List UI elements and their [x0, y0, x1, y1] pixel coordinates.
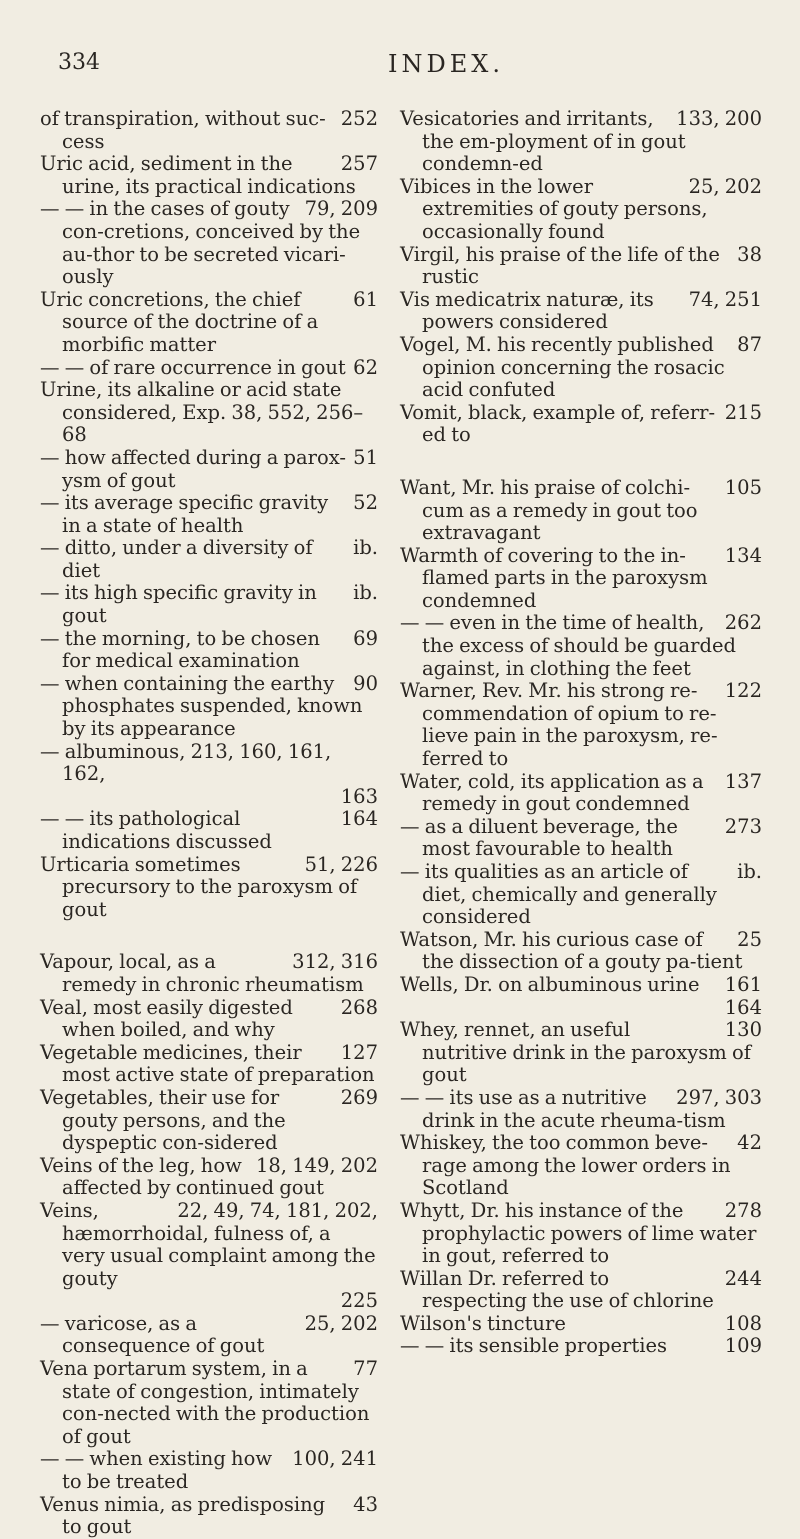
index-entry — [400, 334, 762, 402]
entry-text: — its qualities as an article of diet, chemically and generally considered — [400, 860, 717, 929]
entry-text: Vibices in the lower extremities of gouty persons, occasionally found — [400, 174, 708, 243]
entry-page-ref: ib. — [737, 860, 762, 883]
index-entry — [40, 1087, 378, 1155]
entry-page-ref: 134 — [724, 543, 762, 567]
entry-text: — — its pathological indications discussed — [40, 807, 272, 853]
index-entry — [400, 289, 762, 334]
entry-text: Vesicatories and irritants, the em-ployment of in gout condemn-ed — [400, 107, 686, 176]
index-entry — [400, 1200, 762, 1268]
entry-page-ref: 137 — [724, 769, 762, 793]
entry-page-ref: 100, 241 — [292, 1447, 378, 1471]
left-column — [40, 108, 378, 1539]
entry-text: Willan Dr. referred to respecting the use of chlorine — [400, 1266, 714, 1313]
entry-text: Vegetables, their use for gouty persons, and the dyspeptic con-sidered — [40, 1085, 286, 1155]
entry-page-ref: 74, 251 — [688, 287, 762, 311]
entry-page-ref: 269 — [340, 1085, 378, 1109]
entry-page-ref: 25, 202 — [304, 1311, 378, 1335]
entry-page-ref: 164 — [340, 807, 378, 831]
entry-text: Uric concretions, the chief source of the doctrine of a morbific matter — [40, 287, 319, 356]
entry-page-ref: 25, 202 — [688, 174, 762, 198]
index-entry — [400, 1132, 762, 1200]
entry-page-ref: 109 — [724, 1334, 762, 1358]
index-entry — [40, 289, 378, 357]
index-entry — [400, 929, 762, 974]
index-entry — [400, 816, 762, 861]
entry-page-ref: 127 — [340, 1040, 378, 1064]
entry-page-ref: 108 — [724, 1311, 762, 1335]
entry-text: — its average specific gravity in a state of health — [40, 491, 329, 537]
entry-text: Virgil, his praise of the life of the rustic — [400, 242, 720, 289]
entry-text: of transpiration, without suc-cess — [40, 107, 326, 153]
entry-page-ref: 273 — [724, 814, 762, 838]
entry-page-ref: 18, 149, 202 — [255, 1153, 378, 1177]
entry-page-ref: ib. — [353, 581, 378, 605]
entry-page-ref: 252 — [340, 107, 378, 130]
entry-page-ref: 77 — [353, 1357, 378, 1381]
entry-text: — the morning, to be chosen for medical examination — [40, 626, 320, 673]
entry-text: Wells, Dr. on albuminous urine — [400, 972, 700, 996]
index-entry — [400, 1087, 762, 1132]
index-entry — [40, 582, 378, 627]
entry-text: — — even in the time of health, the excess of should be guarded against, in clothing the feet — [400, 611, 736, 680]
index-entry — [40, 1358, 378, 1448]
entry-text: Veal, most easily digested when boiled, and why — [40, 995, 293, 1042]
entry-page-ref: 105 — [724, 475, 762, 499]
index-entry — [40, 951, 378, 996]
entry-page-continuation: 225 — [340, 1289, 378, 1313]
entry-page-ref: 90 — [353, 671, 378, 695]
index-entry — [40, 357, 378, 380]
index-entry — [40, 492, 378, 537]
index-entry — [40, 1448, 378, 1493]
index-entry — [40, 808, 378, 853]
index-entry — [40, 741, 378, 809]
entry-text: Urine, its alkaline or acid state considered, Exp. 38, 552, 256–68 — [40, 378, 364, 447]
entry-text: Warner, Rev. Mr. his strong re-commendation of opium to re-lieve pain in the paroxysm, re-ferred to — [400, 679, 718, 771]
entry-page-ref: 25 — [737, 927, 762, 951]
entry-page-ref: 278 — [724, 1198, 762, 1222]
entry-text: — varicose, as a consequence of gout — [40, 1311, 265, 1358]
entry-text: Wilson's tincture — [400, 1311, 566, 1335]
index-entry — [40, 1313, 378, 1358]
entry-text: — how affected during a parox-ysm of gout — [40, 445, 346, 492]
entry-page-ref: 244 — [724, 1266, 762, 1290]
entry-text: — — its sensible properties — [400, 1334, 667, 1358]
entry-text: — — when existing how to be treated — [40, 1447, 273, 1494]
entry-text: Veins of the leg, how affected by continued gout — [40, 1153, 324, 1200]
index-entry — [40, 537, 378, 582]
entry-page-ref: 52 — [353, 491, 378, 515]
index-entry — [40, 153, 378, 198]
entry-text: Vena portarum system, in a state of congestion, intimately con-nected with the production of gout — [40, 1357, 370, 1448]
index-entry — [40, 673, 378, 741]
entry-text: — albuminous, 213, 160, 161, 162, — [40, 739, 332, 786]
entry-text: Uric acid, sediment in the urine, its practical indications — [40, 152, 356, 198]
index-entry — [400, 1313, 762, 1336]
entry-page-ref: 215 — [724, 400, 762, 424]
index-entry — [400, 771, 762, 816]
running-title: INDEX. — [388, 50, 504, 78]
entry-page-ref: 62 — [353, 355, 378, 379]
index-entry — [40, 628, 378, 673]
index-entry — [400, 402, 762, 447]
entry-page-ref: 51 — [353, 445, 378, 469]
entry-page-ref: 133, 200 — [676, 107, 762, 130]
index-entry — [400, 545, 762, 613]
index-entry — [40, 997, 378, 1042]
index-entry — [400, 861, 762, 929]
entry-page-ref: 42 — [737, 1131, 762, 1155]
index-entry — [40, 108, 378, 153]
index-entry — [40, 379, 378, 447]
index-entry — [400, 176, 762, 244]
index-entry — [40, 198, 378, 288]
entry-text: Vis medicatrix naturæ, its powers considered — [400, 287, 654, 334]
entry-text: Venus nimia, as predisposing to gout — [40, 1492, 326, 1539]
entry-page-continuation: 164 — [724, 995, 762, 1019]
index-entry — [40, 1155, 378, 1200]
entry-text: — when containing the earthy phosphates suspended, known by its appearance — [40, 671, 363, 741]
entry-page-ref: 257 — [340, 152, 378, 176]
entry-page-ref: 61 — [353, 287, 378, 311]
entry-page-ref: 69 — [353, 626, 378, 650]
entry-text: Watson, Mr. his curious case of the dissection of a gouty pa-tient — [400, 927, 743, 974]
entry-page-ref: 22, 49, 74, 181, 202, — [177, 1198, 378, 1222]
index-entry — [400, 974, 762, 1019]
entry-text: — ditto, under a diversity of diet — [40, 536, 313, 582]
index-entry — [400, 612, 762, 680]
entry-page-ref: 161 — [724, 972, 762, 996]
index-entry — [40, 1494, 378, 1539]
index-entry — [40, 1200, 378, 1313]
index-entry — [400, 1268, 762, 1313]
entry-page-ref: ib. — [353, 536, 378, 560]
entry-text: — as a diluent beverage, the most favourable to health — [400, 814, 678, 861]
entry-page-ref: 79, 209 — [304, 197, 378, 221]
running-head — [58, 50, 770, 86]
index-entry — [40, 854, 378, 922]
entry-page-ref: 87 — [737, 332, 762, 356]
entry-text: — — in the cases of gouty con-cretions, conceived by the au-thor to be secreted vicari-ously — [40, 197, 361, 289]
right-column — [400, 108, 762, 1358]
entry-text: Veins, hæmorrhoidal, fulness of, a very usual complaint among the gouty — [40, 1198, 376, 1290]
entry-text: Whiskey, the too common beve-rage among the lower orders in Scotland — [400, 1131, 731, 1200]
entry-text: — its high specific gravity in gout — [40, 581, 317, 628]
index-entry — [40, 1042, 378, 1087]
entry-text: Want, Mr. his praise of colchi-cum as a remedy in gout too extravagant — [400, 475, 698, 545]
entry-text: Whytt, Dr. his instance of the prophylactic powers of lime water in gout, referred to — [400, 1198, 757, 1268]
entry-text: Water, cold, its application as a remedy in gout condemned — [400, 769, 704, 816]
entry-text: Whey, rennet, an useful nutritive drink in the paroxysm of gout — [400, 1018, 751, 1087]
entry-page-ref: 262 — [724, 611, 762, 635]
entry-page-continuation: 163 — [340, 784, 378, 808]
index-entry — [40, 447, 378, 492]
index-entry — [400, 1335, 762, 1358]
entry-text: Vogel, M. his recently published opinion concerning the rosacic acid confuted — [400, 332, 725, 402]
entry-text: — — its use as a nutritive drink in the acute rheuma-tism — [400, 1085, 726, 1132]
entry-page-ref: 268 — [340, 995, 378, 1019]
entry-page-ref: 312, 316 — [292, 950, 378, 974]
entry-text: — — of rare occurrence in gout — [40, 355, 346, 379]
entry-page-ref: 43 — [353, 1492, 378, 1516]
index-entry — [400, 477, 762, 545]
index-entry — [400, 1019, 762, 1087]
entry-text: Urticaria sometimes precursory to the paroxysm of gout — [40, 852, 358, 921]
entry-page-ref: 38 — [737, 242, 762, 266]
page-number: 334 — [58, 50, 100, 75]
entry-text: Vapour, local, as a remedy in chronic rheumatism — [40, 950, 364, 996]
entry-page-ref: 297, 303 — [676, 1085, 762, 1109]
index-entry — [400, 680, 762, 770]
entry-page-ref: 122 — [724, 679, 762, 703]
entry-text: Warmth of covering to the in-flamed parts in the paroxysm condemned — [400, 543, 708, 612]
entry-text: Vomit, black, example of, referr-ed to — [400, 400, 716, 447]
index-entry — [400, 108, 762, 176]
index-entry — [400, 244, 762, 289]
entry-page-ref: 130 — [724, 1018, 762, 1042]
entry-page-ref: 51, 226 — [304, 852, 378, 876]
entry-text: Vegetable medicines, their most active state of preparation — [40, 1040, 375, 1087]
